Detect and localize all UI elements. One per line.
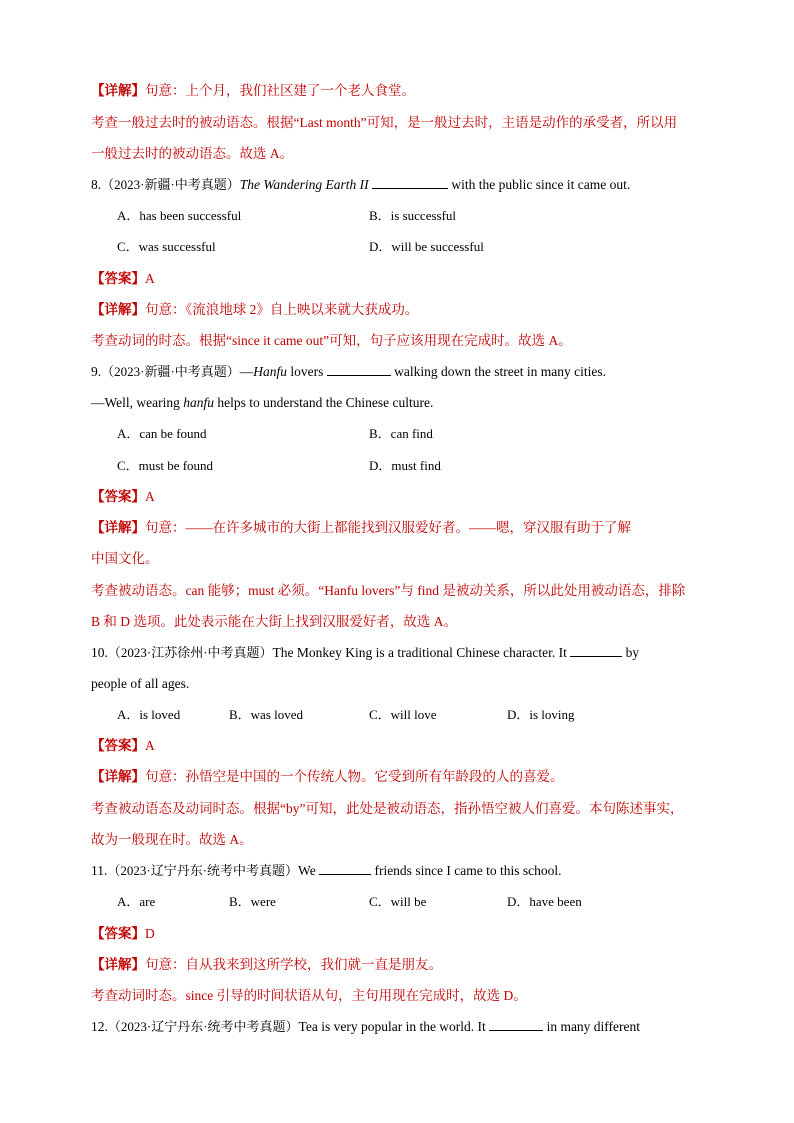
detail-line: [91, 301, 418, 319]
question-11: [91, 862, 562, 880]
option-a: A．is loved: [117, 707, 181, 722]
answer-blank: [319, 862, 371, 875]
question-9: [91, 363, 606, 381]
hanfu-word: Hanfu: [253, 364, 288, 379]
answer-value: A: [145, 271, 155, 286]
answer-tag: 【答案】: [91, 271, 145, 286]
dash: —: [239, 364, 254, 379]
question-12: [91, 1018, 640, 1036]
option-b: B．were: [229, 894, 276, 909]
analysis-line: 考查动词的时态。根据“since it came out”可知，句子应该用现在完成时。故选 A。: [91, 333, 572, 348]
detail-tag: 【详解】: [91, 520, 145, 535]
option-d: D．have been: [507, 894, 582, 909]
question-number: 11.: [91, 863, 108, 878]
answer-line: [91, 925, 155, 943]
question-source: （2023·新疆·中考真题）: [101, 177, 240, 192]
answer-line: [91, 488, 155, 506]
analysis-line: 考查动词时态。since 引导的时间状语从句，主句用现在完成时，故选 D。: [91, 988, 527, 1003]
answer-line: [91, 270, 155, 288]
detail-line: [91, 956, 442, 974]
answer-blank: [570, 644, 622, 657]
option-c: C．will be: [369, 894, 427, 909]
analysis-line: 考查一般过去时的被动语态。根据“Last month”可知，是一般过去时，主语是动作的承受者，所以用: [91, 115, 678, 130]
option-b: B．was loved: [229, 707, 304, 722]
option-a: A．can be found: [117, 426, 207, 441]
detail-tag: 【详解】: [91, 302, 145, 317]
option-c: C．was successful: [117, 239, 216, 254]
question-source: （2023·江苏徐州·中考真题）: [107, 645, 273, 660]
analysis-line: 考查被动语态。can 能够；must 必须。“Hanfu lovers”与 find 是被动关系，所以此处用被动语态，排除: [91, 583, 686, 598]
question-text: in many different: [546, 1019, 641, 1034]
answer-value: A: [145, 489, 155, 504]
question-text: friends since I came to this school.: [374, 863, 562, 878]
answer-tag: 【答案】: [91, 926, 145, 941]
detail-text: 句意：《流浪地球 2》自上映以来就大获成功。: [145, 302, 419, 317]
detail-text: 句意：自从我来到这所学校，我们就一直是朋友。: [145, 957, 442, 972]
answer-blank: [489, 1018, 543, 1031]
answer-value: D: [145, 926, 155, 941]
option-a: A．has been successful: [117, 208, 242, 223]
answer-blank: [372, 176, 448, 189]
option-b: B．can find: [369, 426, 433, 441]
detail-text: 句意：上个月，我们社区建了一个老人食堂。: [145, 83, 415, 98]
analysis-line: 考查被动语态及动词时态。根据“by”可知，此处是被动语态，指孙悟空被人们喜爱。本句陈述事实，: [91, 801, 684, 816]
detail-tag: 【详解】: [91, 83, 145, 98]
answer-line: [91, 737, 155, 755]
analysis-line: 故为一般现在时。故选 A。: [91, 832, 253, 847]
option-c: C．must be found: [117, 458, 214, 473]
question-text: lovers: [290, 364, 324, 379]
analysis-line: 一般过去时的被动语态。故选 A。: [91, 146, 294, 161]
question-10-line2: people of all ages.: [91, 676, 190, 691]
question-text: Tea is very popular in the world. It: [298, 1019, 486, 1034]
question-text: We: [298, 863, 316, 878]
question-text: The Monkey King is a traditional Chinese character. It: [272, 645, 567, 660]
question-number: 10.: [91, 645, 108, 660]
detail-line: [91, 768, 564, 786]
detail-line-cont: 中国文化。: [91, 551, 159, 566]
question-10: [91, 644, 639, 662]
option-c: C．will love: [369, 707, 437, 722]
answer-tag: 【答案】: [91, 738, 145, 753]
question-source: （2023·新疆·中考真题）: [101, 364, 240, 379]
movie-title: The Wandering Earth II: [239, 177, 369, 192]
option-d: D．will be successful: [369, 239, 484, 254]
option-d: D．must find: [369, 458, 441, 473]
question-source: （2023·辽宁丹东·统考中考真题）: [107, 863, 299, 878]
question-source: （2023·辽宁丹东·统考中考真题）: [107, 1019, 299, 1034]
detail-line-q7: [91, 82, 415, 100]
question-number: 8.: [91, 177, 102, 192]
question-text: helps to understand the Chinese culture.: [217, 395, 434, 410]
detail-tag: 【详解】: [91, 957, 145, 972]
answer-blank: [327, 363, 391, 376]
option-b: B．is successful: [369, 208, 457, 223]
analysis-line: B 和 D 选项。此处表示能在大街上找到汉服爱好者，故选 A。: [91, 614, 458, 629]
question-text: walking down the street in many cities.: [394, 364, 606, 379]
question-text: by: [625, 645, 640, 660]
answer-tag: 【答案】: [91, 489, 145, 504]
question-9-line2: [91, 394, 433, 412]
answer-value: A: [145, 738, 155, 753]
question-number: 12.: [91, 1019, 108, 1034]
detail-text: 句意：孙悟空是中国的一个传统人物。它受到所有年龄段的人的喜爱。: [145, 769, 564, 784]
hanfu-word: hanfu: [183, 395, 215, 410]
detail-line: [91, 519, 631, 537]
question-text: —Well, wearing: [91, 395, 180, 410]
option-d: D．is loving: [507, 707, 575, 722]
question-8: [91, 176, 630, 194]
question-text: with the public since it came out.: [451, 177, 631, 192]
detail-text: 句意：——在许多城市的大街上都能找到汉服爱好者。——嗯，穿汉服有助于了解: [145, 520, 631, 535]
option-a: A．are: [117, 894, 156, 909]
question-number: 9.: [91, 364, 102, 379]
detail-tag: 【详解】: [91, 769, 145, 784]
